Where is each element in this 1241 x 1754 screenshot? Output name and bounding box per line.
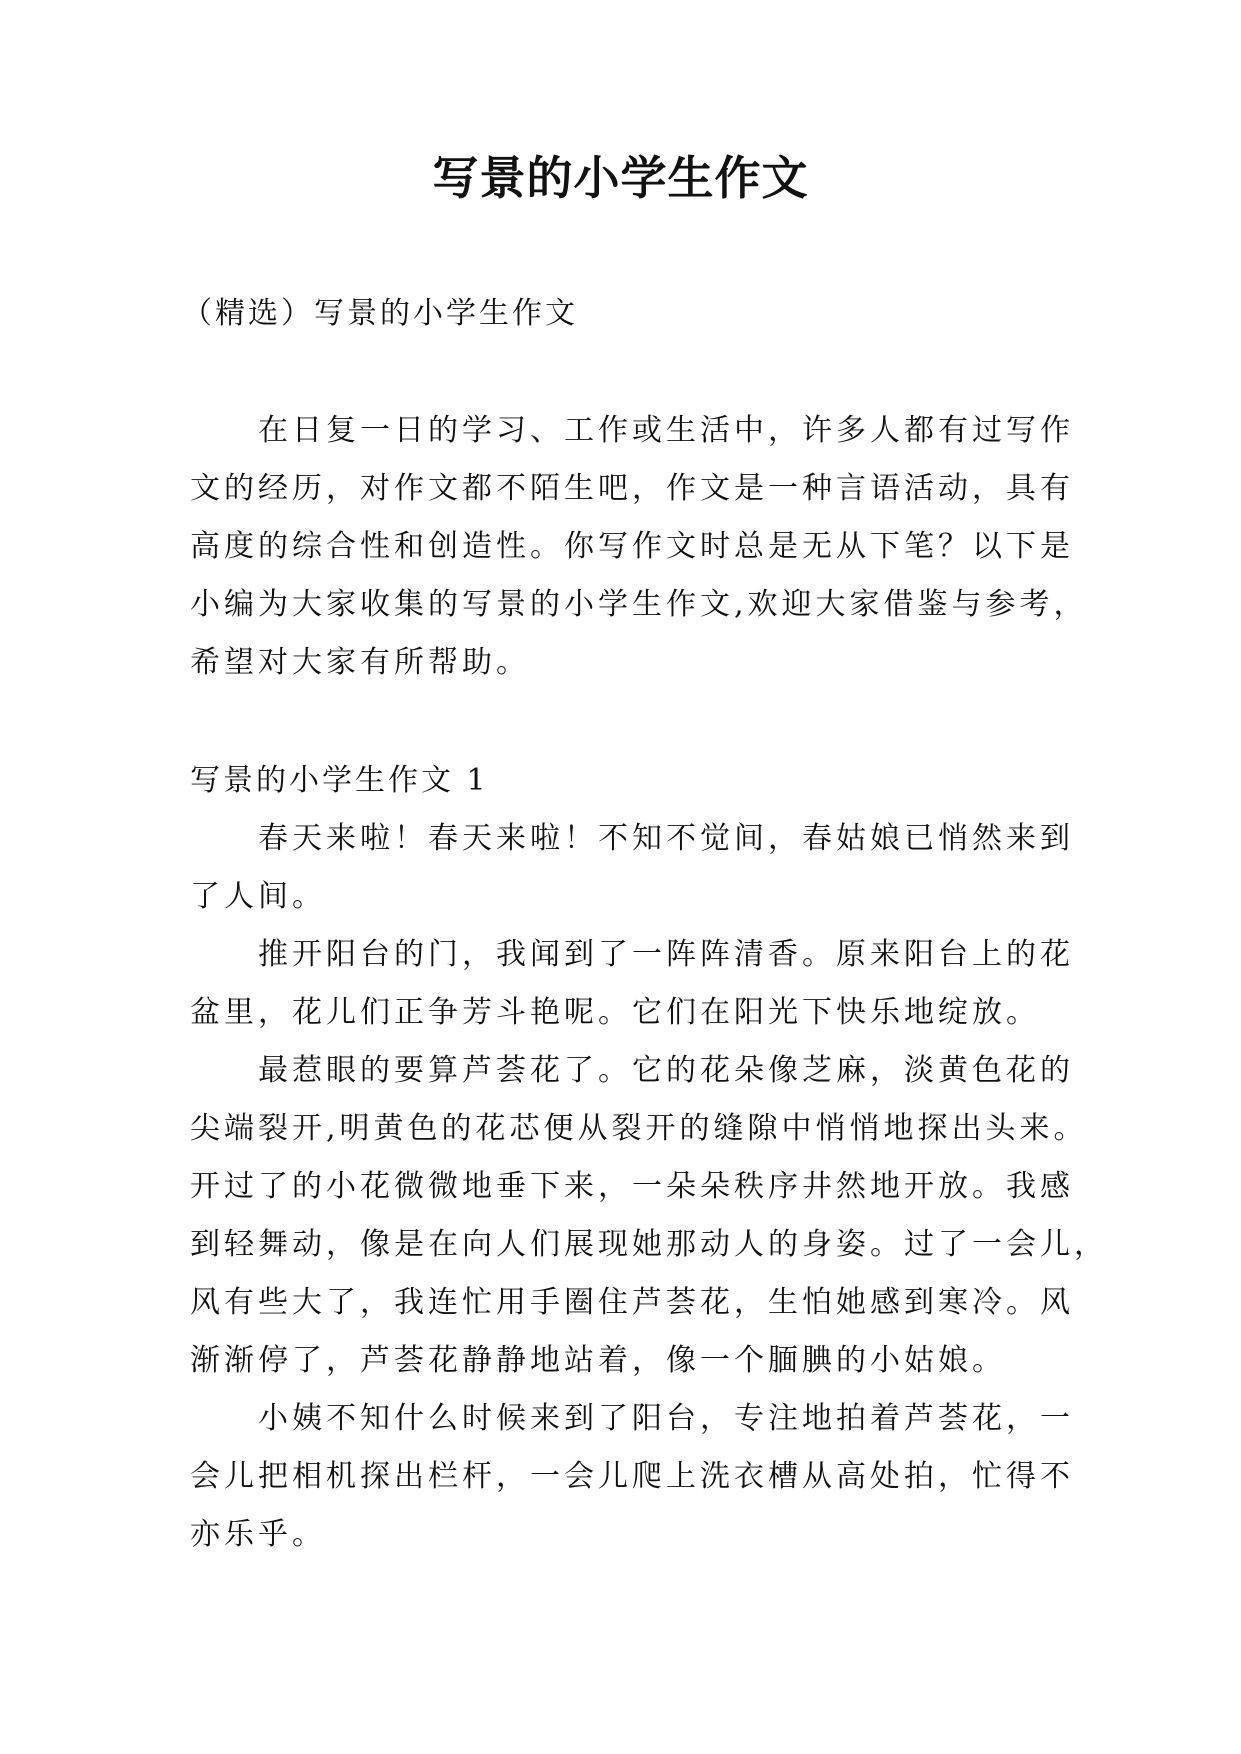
intro-line: 希望对大家有所帮助。 bbox=[190, 645, 530, 680]
intro-line: 文的经历，对作文都不陌生吧，作文是一种言语活动，具有 bbox=[190, 471, 1074, 506]
body-line: 风有些大了，我连忙用手圈住芦荟花，生怕她感到寒冷。风 bbox=[190, 1285, 1074, 1320]
intro-line: 高度的综合性和创造性。你写作文时总是无从下笔？以下是 bbox=[190, 529, 1074, 564]
body-line: 亦乐乎。 bbox=[190, 1517, 326, 1552]
document-subtitle: （精选）写景的小学生作文 bbox=[182, 296, 578, 331]
intro-line: 在日复一日的学习、工作或生活中，许多人都有过写作 bbox=[258, 413, 1074, 448]
document-title: 写景的小学生作文 bbox=[432, 151, 809, 205]
body-line: 到轻舞动，像是在向人们展现她那动人的身姿。过了一会儿， bbox=[190, 1227, 1108, 1262]
body-line: 渐渐停了，芦荟花静静地站着，像一个腼腆的小姑娘。 bbox=[190, 1343, 1006, 1378]
body-line: 最惹眼的要算芦荟花了。它的花朵像芝麻，淡黄色花的 bbox=[258, 1053, 1074, 1088]
body-line: 小姨不知什么时候来到了阳台，专注地拍着芦荟花，一 bbox=[258, 1401, 1074, 1436]
body-line: 盆里，花儿们正争芳斗艳呢。它们在阳光下快乐地绽放。 bbox=[190, 995, 1040, 1030]
intro-paragraph bbox=[190, 402, 1088, 692]
section-heading-block bbox=[190, 752, 1052, 810]
body-line: 了人间。 bbox=[190, 879, 326, 914]
body-line: 会儿把相机探出栏杆，一会儿爬上洗衣槽从高处拍，忙得不 bbox=[190, 1459, 1074, 1494]
essay-body bbox=[190, 810, 1108, 1564]
body-line: 开过了的小花微微地垂下来，一朵朵秩序井然地开放。我感 bbox=[190, 1169, 1074, 1204]
intro-line: 小编为大家收集的写景的小学生作文,欢迎大家借鉴与参考， bbox=[190, 587, 1088, 622]
body-line: 尖端裂开,明黄色的花芯便从裂开的缝隙中悄悄地探出头来。 bbox=[190, 1111, 1088, 1146]
body-line: 推开阳台的门，我闻到了一阵阵清香。原来阳台上的花 bbox=[258, 937, 1074, 972]
body-line: 春天来啦！春天来啦！不知不觉间，春姑娘已悄然来到 bbox=[258, 821, 1074, 856]
section-heading: 写景的小学生作文 1 bbox=[190, 763, 489, 798]
